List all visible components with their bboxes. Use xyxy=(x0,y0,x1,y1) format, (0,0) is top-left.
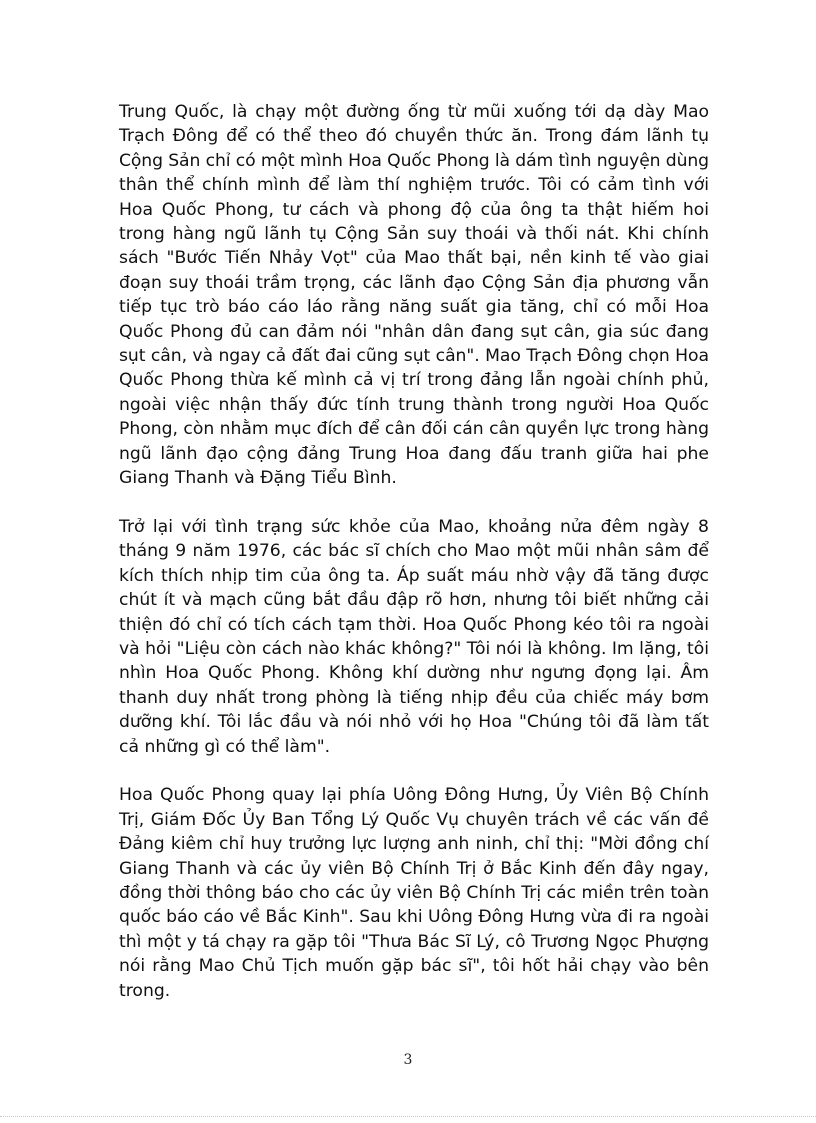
text-line: nhìn Hoa Quốc Phong. Không khí dường như ngưng đọng lại. Âm xyxy=(119,663,709,684)
text-line: và hỏi "Liệu còn cách nào khác không?" Tôi nói là không. Im lặng, tôi xyxy=(119,638,709,659)
text-line: trong hàng ngũ lãnh tụ Cộng Sản suy thoái và thối nát. Khi chính xyxy=(119,224,709,245)
text-line: Trị, Giám Đốc Ủy Ban Tổng Lý Quốc Vụ chuyên trách về các vấn đề xyxy=(119,809,709,830)
text-line: Trạch Đông để có thể theo đó chuyền thức ăn. Trong đám lãnh tụ xyxy=(119,126,709,147)
text-line: sụt cân, và ngay cả đất đai cũng sụt cân". Mao Trạch Đông chọn Hoa xyxy=(119,346,709,367)
text-line: thiện đó chỉ có tích cách tạm thời. Hoa Quốc Phong kéo tôi ra ngoài xyxy=(119,614,709,635)
text-line: thân thể chính mình để làm thí nghiệm trước. Tôi có cảm tình với xyxy=(119,175,709,196)
paragraph xyxy=(119,515,709,759)
text-line: tháng 9 năm 1976, các bác sĩ chích cho Mao một mũi nhân sâm để xyxy=(119,541,709,562)
text-line: Hoa Quốc Phong, tư cách và phong độ của ông ta thật hiếm hoi xyxy=(119,199,709,220)
text-line: ngũ lãnh đạo cộng đảng Trung Hoa đang đấu tranh giữa hai phe xyxy=(119,443,709,464)
text-line: Phong, còn nhằm mục đích để cân đối cán cân quyền lực trong hàng xyxy=(119,419,709,440)
text-line: Hoa Quốc Phong quay lại phía Uông Đông Hưng, Ủy Viên Bộ Chính xyxy=(119,785,709,806)
text-line: cả những gì có thể làm". xyxy=(119,736,331,757)
body-text xyxy=(119,100,709,1027)
text-line: đồng thời thông báo cho các ủy viên Bộ Chính Trị các miền trên toàn xyxy=(119,882,709,903)
page-bottom-divider xyxy=(0,1116,816,1117)
paragraph xyxy=(119,100,709,491)
page-number: 3 xyxy=(403,1052,413,1068)
text-line: thì một y tá chạy ra gặp tôi "Thưa Bác Sĩ Lý, cô Trương Ngọc Phượng xyxy=(119,931,709,952)
text-line: đoạn suy thoái trầm trọng, các lãnh đạo Cộng Sản địa phương vẫn xyxy=(119,272,709,293)
text-line: dưỡng khí. Tôi lắc đầu và nói nhỏ với họ Hoa "Chúng tôi đã làm tất xyxy=(119,712,709,733)
text-line: Trở lại với tình trạng sức khỏe của Mao, khoảng nửa đêm ngày 8 xyxy=(119,516,709,537)
text-line: Đảng kiêm chỉ huy trưởng lực lượng anh ninh, chỉ thị: "Mời đồng chí xyxy=(119,834,709,855)
text-line: kích thích nhịp tim của ông ta. Áp suất máu nhờ vậy đã tăng được xyxy=(119,565,709,586)
paragraph xyxy=(119,783,709,1003)
text-line: Quốc Phong đủ can đảm nói "nhân dân đang sụt cân, gia súc đang xyxy=(119,321,709,342)
text-line: Giang Thanh và các ủy viên Bộ Chính Trị ở Bắc Kinh đến đây ngay, xyxy=(119,858,709,879)
text-line: tiếp tục trò báo cáo láo rằng năng suất gia tăng, chỉ có mỗi Hoa xyxy=(119,297,709,318)
text-line: trong. xyxy=(119,980,171,1001)
text-line: sách "Bước Tiến Nhảy Vọt" của Mao thất bại, nền kinh tế vào giai xyxy=(119,248,709,269)
text-line: Giang Thanh và Đặng Tiểu Bình. xyxy=(119,468,397,489)
text-line: Quốc Phong thừa kế mình cả vị trí trong đảng lẫn ngoài chính phủ, xyxy=(119,370,709,391)
text-line: nói rằng Mao Chủ Tịch muốn gặp bác sĩ", tôi hốt hải chạy vào bên xyxy=(119,956,709,977)
text-line: Cộng Sản chỉ có một mình Hoa Quốc Phong là dám tình nguyện dùng xyxy=(119,150,709,171)
text-line: quốc báo cáo về Bắc Kinh". Sau khi Uông Đông Hưng vừa đi ra ngoài xyxy=(119,907,709,928)
text-line: chút ít và mạch cũng bắt đầu đập rõ hơn, nhưng tôi biết những cải xyxy=(119,590,709,611)
text-line: Trung Quốc, là chạy một đường ống từ mũi xuống tới dạ dày Mao xyxy=(119,102,709,122)
text-line: thanh duy nhất trong phòng là tiếng nhịp đều của chiếc máy bơm xyxy=(119,687,709,708)
text-line: ngoài việc nhận thấy đức tính trung thành trong người Hoa Quốc xyxy=(119,394,709,415)
